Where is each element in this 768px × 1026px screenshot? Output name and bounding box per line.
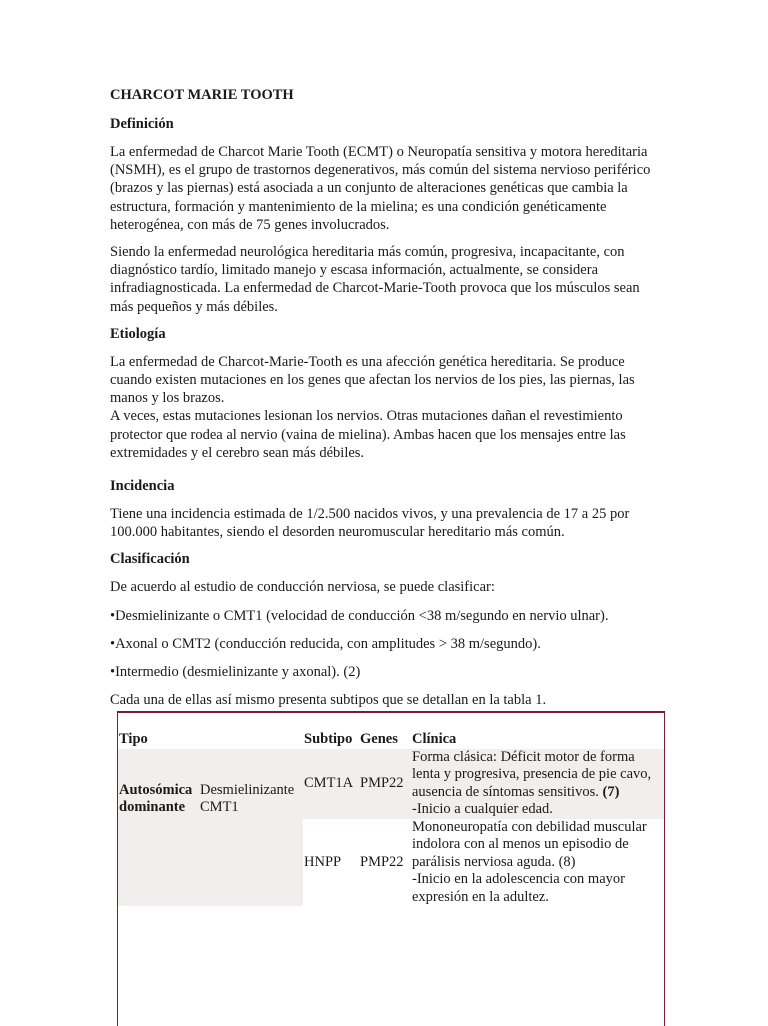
cell-genes: PMP22: [360, 853, 404, 870]
cell-genes: PMP22: [359, 749, 411, 819]
paragraph-definicion-2: Siendo la enfermedad neurológica hereditaria más común, progresiva, incapacitante, con diagnóstico tardío, limitado manejo y escasa información, actualmente, se considera infradiagnosticada. La enfermedad de Charcot-Marie-Tooth provoca que los músculos sean más pequeños y más débiles.: [110, 244, 640, 315]
header-subtipo: Subtipo: [304, 731, 353, 747]
subtypes-table: [118, 729, 664, 906]
heading-clasificacion: Clasificación: [110, 551, 190, 568]
list-item: •Desmielinizante o CMT1 (velocidad de conducción <38 m/segundo en nervio ulnar).: [110, 607, 609, 624]
clasificacion-list: [110, 578, 658, 709]
table-row: [118, 749, 664, 819]
clinica-text: Mononeuropatía con debilidad muscular indolora con al menos un episodio de parálisis nerviosa aguda. (8): [412, 818, 647, 870]
table-header-row: [118, 729, 664, 749]
heading-incidencia: Incidencia: [110, 478, 175, 495]
list-item: •Axonal o CMT2 (conducción reducida, con amplitudes > 38 m/segundo).: [110, 635, 541, 652]
clinica-extra: -Inicio en la adolescencia con mayor expresión en la adultez.: [412, 871, 625, 905]
paragraph-definicion-1: La enfermedad de Charcot Marie Tooth (ECMT) o Neuropatía sensitiva y motora hereditaria (NSMH), es el grupo de trastornos degenerativos, más común del sistema nervioso periférico (brazos y las piernas) está asociada a un conjunto de alteraciones genéticas que cambia la estructura, formación y mantenimiento de la mielina; es una condición genéticamente heterogénea, con más de 75 genes involucrados.: [110, 144, 651, 233]
header-empty: [199, 729, 303, 749]
sub-value: Desmielinizante CMT1: [200, 781, 295, 815]
cell-sub: [199, 749, 303, 907]
list-item: •Intermedio (desmielinizante y axonal). (2): [110, 664, 361, 681]
cell-clinica: [411, 749, 664, 819]
heading-definicion: Definición: [110, 116, 174, 132]
header-clinica: Clínica: [412, 731, 457, 747]
paragraph-incidencia: Tiene una incidencia estimada de 1/2.500 nacidos vivos, y una prevalencia de 17 a 25 por 100.000 habitantes, siendo el desorden neuromuscular hereditario más común.: [110, 506, 630, 541]
cell-subtipo: CMT1A: [303, 749, 359, 819]
paragraph-etiologia-1: La enfermedad de Charcot-Marie-Tooth es una afección genética hereditaria. Se produce cuando existen mutaciones en los genes que afectan los nervios de los pies, las piernas, las manos y los brazos.: [110, 353, 635, 407]
clasificacion-intro: De acuerdo al estudio de conducción nerviosa, se puede clasificar:: [110, 579, 495, 596]
cell-subtipo: HNPP: [304, 853, 342, 870]
clasificacion-outro: Cada una de ellas así mismo presenta subtipos que se detallan en la tabla 1.: [110, 692, 547, 709]
clinica-ref: (7): [602, 783, 620, 800]
clinica-text: Forma clásica: Déficit motor de forma lenta y progresiva, presencia de pie cavo, ausencia de síntomas sensitivos.: [412, 748, 652, 800]
header-genes: Genes: [360, 731, 398, 747]
document-title: CHARCOT MARIE TOOTH: [110, 87, 294, 103]
header-tipo: Tipo: [119, 731, 148, 747]
table-1: [117, 711, 665, 1026]
clinica-extra: -Inicio a cualquier edad.: [412, 801, 553, 817]
tipo-value: Autosómica dominante: [119, 781, 193, 815]
cell-tipo: [118, 749, 199, 907]
document-page: [110, 86, 658, 719]
cell-clinica: [411, 819, 664, 907]
paragraph-etiologia-2: A veces, estas mutaciones lesionan los nervios. Otras mutaciones dañan el revestimiento protector que rodea al nervio (vaina de mielina). Ambas hacen que los mensajes entre las extremidades y el cerebro sean más débiles.: [110, 408, 626, 461]
heading-etiologia: Etiología: [110, 325, 166, 342]
